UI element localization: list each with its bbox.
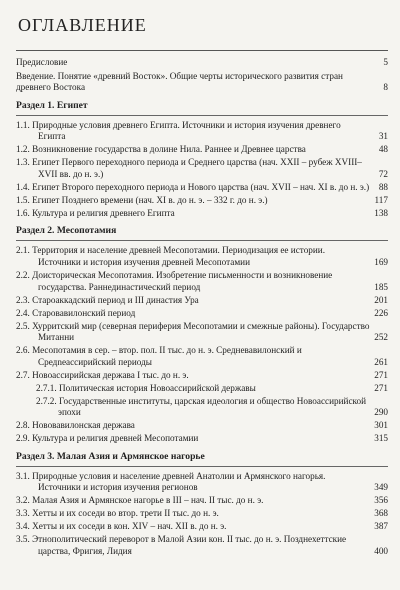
toc-entry-title: 2.5. Хурритский мир (северная периферия Месопотамии и смежные районы). Государство Митанни bbox=[16, 320, 370, 343]
toc-page-number: 138 bbox=[374, 207, 388, 218]
toc-page-number: 72 bbox=[378, 168, 388, 179]
toc-page-number: 261 bbox=[374, 356, 388, 367]
toc-entry[interactable] bbox=[16, 144, 388, 156]
toc-page-number: 31 bbox=[378, 131, 388, 142]
toc-entry-title: 3.1. Природные условия и население древней Анатолии и Армянского нагорья. Источники и история изучения регионов bbox=[16, 470, 326, 493]
toc-entry-title: 2.8. Нововавилонская держава bbox=[16, 420, 135, 431]
toc-page-number: 400 bbox=[374, 546, 388, 557]
toc-entry[interactable] bbox=[16, 420, 388, 432]
title-divider bbox=[16, 50, 388, 51]
toc-page-number: 387 bbox=[374, 521, 388, 532]
toc-entry[interactable] bbox=[16, 471, 388, 494]
toc-entry[interactable] bbox=[16, 433, 388, 445]
toc-page-number: 252 bbox=[374, 332, 388, 343]
toc-page-number: 88 bbox=[378, 181, 388, 192]
toc-page-number: 48 bbox=[378, 144, 388, 155]
toc-entry-title: 2.7.1. Политическая история Новоассирийской державы bbox=[36, 382, 256, 393]
toc-entry-title: 2.2. Доисторическая Месопотамия. Изобретение письменности и возникновение государства. Раннединастический период bbox=[16, 270, 333, 292]
toc-entry-title: 1.2. Возникновение государства в долине Нила. Раннее и Древнее царства bbox=[16, 144, 306, 155]
toc-page-number: 349 bbox=[374, 482, 388, 493]
front-matter bbox=[16, 57, 388, 94]
section-heading: Раздел 3. Малая Азия и Армянское нагорье bbox=[16, 451, 388, 467]
toc-entry[interactable] bbox=[16, 534, 388, 557]
toc-entry[interactable] bbox=[16, 370, 388, 382]
toc-entry-title: 2.6. Месопотамия в сер. – втор. пол. II тыс. до н. э. Средневавилонский и Средneассирийский периоды bbox=[16, 345, 302, 367]
toc-entry-title: 2.3. Староаккадский период и III династия Ура bbox=[16, 294, 199, 305]
toc-page-number: 356 bbox=[374, 495, 388, 506]
toc-page-number: 5 bbox=[383, 57, 388, 67]
toc-entry-title: Предисловие bbox=[16, 57, 68, 67]
toc-page-number: 8 bbox=[383, 82, 388, 93]
toc-sections bbox=[16, 100, 388, 558]
toc-entry[interactable] bbox=[16, 208, 388, 220]
toc-entry-title: 2.4. Старовавилонский период bbox=[16, 307, 136, 318]
toc-entry-title: 2.9. Культура и религия древней Месопотамии bbox=[16, 433, 199, 444]
toc-entry[interactable] bbox=[16, 270, 388, 293]
toc-entry-title: 2.1. Территория и население древней Месопотамии. Периодизация ее истории. Источники и история изучения древней Месопотамии bbox=[16, 245, 326, 268]
section-heading: Раздел 2. Месопотамия bbox=[16, 225, 388, 241]
toc-entry[interactable] bbox=[16, 182, 388, 194]
toc-entry-title: 1.3. Египет Первого переходного периода и Среднего царства (нач. XXII – рубеж XVIII–XVII вв. до н. э.) bbox=[16, 157, 362, 179]
toc-page-number: 169 bbox=[374, 257, 388, 268]
toc-entry[interactable] bbox=[16, 57, 388, 69]
toc-entry[interactable] bbox=[16, 345, 388, 368]
toc-page-number: 185 bbox=[374, 281, 388, 292]
toc-entry-title: 1.5. Египет Позднего времени (нач. XI в. до н. э. – 332 г. до н. э.) bbox=[16, 194, 268, 205]
toc-entry-title: Введение. Понятие «древний Восток». Общие черты исторического развития стран древнего Востока bbox=[16, 70, 343, 93]
toc-entry-title: 1.6. Культура и религия древнего Египта bbox=[16, 207, 175, 218]
toc-entry[interactable] bbox=[16, 321, 388, 344]
toc-page-number: 117 bbox=[374, 194, 388, 205]
toc-entry[interactable] bbox=[16, 295, 388, 307]
toc-entry-title: 1.1. Природные условия древнего Египта. Источники и история изучения древнего Египта bbox=[16, 119, 341, 142]
toc-page-number: 290 bbox=[374, 407, 388, 418]
toc-entry[interactable] bbox=[16, 508, 388, 520]
toc-page-number: 315 bbox=[374, 433, 388, 444]
toc-entry[interactable] bbox=[16, 495, 388, 507]
toc-page-number: 201 bbox=[374, 294, 388, 305]
toc-page-number: 301 bbox=[374, 420, 388, 431]
toc-entry[interactable] bbox=[16, 157, 388, 180]
toc-entry-title: 2.7. Новоассирийская держава I тыс. до н. э. bbox=[16, 369, 189, 380]
toc-entry-title: 1.4. Египет Второго переходного периода и Нового царства (нач. XVII – нач. XI в. до н. э.) bbox=[16, 181, 370, 192]
toc-entry-title: 3.3. Хетты и их соседи во втор. трети II тыс. до н. э. bbox=[16, 508, 219, 519]
toc-entry[interactable] bbox=[16, 195, 388, 207]
toc-entry-title: 3.2. Малая Азия и Армянское нагорье в III – нач. II тыс. до н. э. bbox=[16, 495, 264, 506]
toc-page-number: 271 bbox=[374, 369, 388, 380]
toc-entry[interactable] bbox=[16, 396, 388, 419]
toc-entry[interactable] bbox=[16, 308, 388, 320]
toc-entry[interactable] bbox=[16, 521, 388, 533]
toc-page-number: 368 bbox=[374, 508, 388, 519]
toc-page bbox=[16, 10, 388, 559]
toc-entry[interactable] bbox=[16, 245, 388, 268]
toc-page-number: 226 bbox=[374, 307, 388, 318]
toc-entry[interactable] bbox=[16, 120, 388, 143]
toc-page-number: 271 bbox=[374, 382, 388, 393]
page-title: оглавление bbox=[18, 10, 147, 37]
toc-entry-title: 2.7.2. Государственные институты, царская идеология и общество Новоассирийской эпохи bbox=[36, 395, 367, 418]
toc-entry[interactable] bbox=[16, 383, 388, 395]
toc-entry-title: 3.5. Этнополитический переворот в Малой Азии кон. II тыс. до н. э. Позднехеттские царства, Фригия, Лидия bbox=[16, 534, 347, 557]
toc-entry[interactable] bbox=[16, 71, 388, 94]
section-heading: Раздел 1. Египет bbox=[16, 100, 388, 116]
toc-entry-title: 3.4. Хетты и их соседи в кон. XIV – нач. XII в. до н. э. bbox=[16, 521, 227, 532]
